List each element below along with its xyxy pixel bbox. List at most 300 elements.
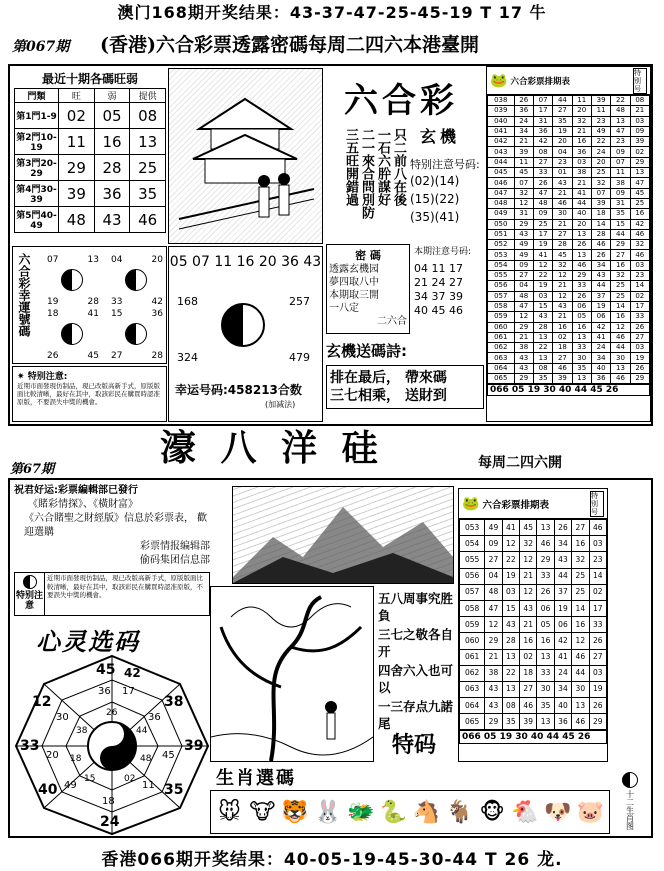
table-cell: 46 xyxy=(630,250,649,260)
table-row xyxy=(488,332,650,342)
table-cell: 32 xyxy=(630,240,649,250)
table-row xyxy=(488,96,650,106)
special-notice-box xyxy=(12,366,167,422)
ball-num: 07 xyxy=(47,255,59,265)
landscape-illustration-1 xyxy=(232,486,454,584)
table-cell: 26 xyxy=(630,322,649,332)
table-cell: 33 xyxy=(589,617,606,633)
wheel-num: 36 xyxy=(148,712,161,723)
table-cell: 44 xyxy=(591,281,610,291)
table-row xyxy=(460,698,607,714)
cell: 35 xyxy=(130,181,166,207)
zodiac-icon: 🐯 xyxy=(281,799,309,825)
table-cell: 055 xyxy=(488,271,515,281)
poem-col: 一石六肸謀好 xyxy=(375,128,390,206)
table-cell: 19 xyxy=(533,281,552,291)
table-cell: 063 xyxy=(488,353,515,363)
table-cell: 43 xyxy=(485,698,502,714)
table-cell: 39 xyxy=(630,137,649,147)
yinyang-icon xyxy=(125,269,147,291)
table-cell: 13 xyxy=(572,229,591,239)
wheel-num: 20 xyxy=(46,750,59,761)
table-cell: 48 xyxy=(485,584,502,600)
table-cell: 08 xyxy=(630,96,649,106)
wheel-num: 48 xyxy=(140,754,152,764)
wheel-num: 44 xyxy=(136,726,148,736)
table-cell: 32 xyxy=(520,536,537,552)
table-cell: 29 xyxy=(589,714,606,730)
table-cell: 32 xyxy=(591,178,610,188)
ball-num: 15 xyxy=(111,309,123,319)
table-cell: 03 xyxy=(630,260,649,270)
table-row xyxy=(488,260,650,270)
password-line: 透露玄機园 xyxy=(329,264,379,275)
table-cell: 43 xyxy=(591,271,610,281)
table-row xyxy=(488,106,650,116)
table-cell: 26 xyxy=(572,240,591,250)
zodiac-icon: 🐵 xyxy=(479,799,505,825)
history-title: 六合彩票排期表 xyxy=(510,76,570,87)
table-cell: 27 xyxy=(611,250,630,260)
poem2-col: 一三存点九諾尾 xyxy=(378,699,454,731)
wheel-num: 02 xyxy=(124,774,136,784)
table-cell: 27 xyxy=(553,229,572,239)
taiji-num: 324 xyxy=(177,351,198,364)
history-table-panel xyxy=(486,66,651,422)
table-cell: 11 xyxy=(611,168,630,178)
wheel-num: 42 xyxy=(124,666,141,680)
table-cell: 35 xyxy=(611,209,630,219)
table-cell: 47 xyxy=(485,600,502,616)
table-cell: 043 xyxy=(488,147,515,157)
special-hint-title: 特别注意号码: xyxy=(410,158,480,171)
table-cell: 041 xyxy=(488,126,515,136)
table-cell: 21 xyxy=(572,126,591,136)
table-cell: 41 xyxy=(554,649,571,665)
table-cell: 16 xyxy=(611,312,630,322)
table-cell: 12 xyxy=(520,552,537,568)
table-cell: 20 xyxy=(591,157,610,167)
table-cell: 02 xyxy=(630,291,649,301)
table-cell: 05 xyxy=(537,617,554,633)
cell: 43 xyxy=(94,207,130,233)
table-cell: 19 xyxy=(533,240,552,250)
xuanji-poem xyxy=(326,340,484,420)
table-cell: 05 xyxy=(572,312,591,322)
table-cell: 056 xyxy=(488,281,515,291)
password-line: 夢四取八中 xyxy=(329,277,379,288)
table-cell: 31 xyxy=(533,116,552,126)
password-line: 二六合 xyxy=(377,316,407,327)
table-row xyxy=(488,343,650,353)
table-cell: 065 xyxy=(488,374,515,384)
table-cell: 40 xyxy=(554,698,571,714)
table-row xyxy=(460,633,607,649)
table-cell: 27 xyxy=(553,106,572,116)
poem2-columns xyxy=(378,590,454,731)
wheel-num: 36 xyxy=(98,686,111,697)
password-title: 密 碼 xyxy=(355,249,381,262)
table-cell: 09 xyxy=(611,147,630,157)
table-cell: 42 xyxy=(630,219,649,229)
table-cell: 35 xyxy=(553,116,572,126)
table-cell: 02 xyxy=(520,649,537,665)
wheel-num: 15 xyxy=(84,774,96,784)
table-row xyxy=(488,178,650,188)
col-head: 門類 xyxy=(15,89,59,103)
table-cell: 45 xyxy=(520,520,537,536)
table-cell: 059 xyxy=(460,617,485,633)
poem-col: 只二前八在後 xyxy=(391,128,406,206)
table-cell: 26 xyxy=(589,698,606,714)
table-cell: 41 xyxy=(502,520,519,536)
table-cell: 21 xyxy=(572,178,591,188)
table-cell: 44 xyxy=(572,198,591,208)
brand-title: 六合彩 xyxy=(344,80,458,121)
table-cell: 45 xyxy=(630,188,649,198)
table-cell: 46 xyxy=(572,649,589,665)
cell: 25 xyxy=(130,155,166,181)
table-cell: 46 xyxy=(611,332,630,342)
table-cell: 17 xyxy=(630,301,649,311)
table-cell: 048 xyxy=(488,198,515,208)
table-cell: 062 xyxy=(488,343,515,353)
special-notice-label: ✷ 特别注意: xyxy=(17,372,68,382)
table-cell: 37 xyxy=(591,291,610,301)
table-cell: 42 xyxy=(591,322,610,332)
table-cell: 13 xyxy=(611,363,630,373)
table-cell: 25 xyxy=(611,281,630,291)
table-cell: 20 xyxy=(572,219,591,229)
table-cell: 06 xyxy=(554,617,571,633)
table-cell: 48 xyxy=(533,198,552,208)
lucky-panel xyxy=(12,246,167,364)
table-cell: 39 xyxy=(591,96,610,106)
table-cell: 11 xyxy=(514,157,533,167)
table-row xyxy=(488,363,650,373)
table-cell: 43 xyxy=(553,301,572,311)
table-cell: 28 xyxy=(591,229,610,239)
zodiac-icon: 🐮 xyxy=(249,799,276,825)
zodiac-icon: 🐰 xyxy=(314,799,342,825)
table-cell: 051 xyxy=(488,229,515,239)
wheel-num: 49 xyxy=(64,780,77,791)
table-cell: 33 xyxy=(572,281,591,291)
table-cell: 20 xyxy=(553,137,572,147)
table-cell: 19 xyxy=(554,600,571,616)
table-cell: 040 xyxy=(488,116,515,126)
table-cell: 44 xyxy=(611,229,630,239)
table-cell: 13 xyxy=(572,374,591,384)
table-cell: 36 xyxy=(591,374,610,384)
table-cell: 11 xyxy=(591,106,610,116)
table-cell: 09 xyxy=(630,126,649,136)
table-cell: 29 xyxy=(514,219,533,229)
table-cell: 39 xyxy=(553,374,572,384)
table-cell: 13 xyxy=(537,520,554,536)
ball-num: 04 xyxy=(111,255,123,265)
table-cell: 29 xyxy=(537,552,554,568)
table-cell: 49 xyxy=(485,520,502,536)
table-cell: 03 xyxy=(589,665,606,681)
table-cell: 054 xyxy=(488,260,515,270)
table-row xyxy=(488,271,650,281)
table-cell: 41 xyxy=(591,332,610,342)
table-cell: 058 xyxy=(460,600,485,616)
table-cell: 22 xyxy=(591,137,610,147)
table-cell: 16 xyxy=(520,633,537,649)
password-line: 本期取三開 xyxy=(329,290,379,301)
lucky-code: 幸运号码:458213合数 xyxy=(175,383,302,397)
table-cell: 09 xyxy=(485,536,502,552)
table-cell: 16 xyxy=(572,137,591,147)
table-cell: 19 xyxy=(589,681,606,697)
table-cell: 47 xyxy=(514,301,533,311)
ball-num: 28 xyxy=(87,297,99,307)
special-notice-box-2 xyxy=(14,572,210,616)
table-cell: 43 xyxy=(520,600,537,616)
table-cell: 046 xyxy=(488,178,515,188)
poem-col: 二一來合問別防 xyxy=(359,128,374,219)
table-cell: 17 xyxy=(589,600,606,616)
table-cell: 13 xyxy=(572,698,589,714)
table-cell: 09 xyxy=(514,260,533,270)
table-cell: 12 xyxy=(611,322,630,332)
table-cell: 15 xyxy=(611,219,630,229)
table-cell: 02 xyxy=(553,332,572,342)
special-notice-text: 近期市面發現仿制品，現已改版高新手式，原版版面比較清晰，最好在其中，取該彩民在購買時認准原版，不要誤失中獎的機會。 xyxy=(17,382,160,406)
ball-num: 42 xyxy=(151,297,163,307)
table-cell: 03 xyxy=(533,291,552,301)
table-row xyxy=(488,240,650,250)
table-cell: 32 xyxy=(553,260,572,270)
zodiac-icon: 🐍 xyxy=(379,799,408,825)
table-cell: 057 xyxy=(460,584,485,600)
zodiac-icon: 🐔 xyxy=(511,799,539,825)
table-cell: 07 xyxy=(591,188,610,198)
table-row xyxy=(460,617,607,633)
wheel-num: 11 xyxy=(142,780,155,791)
table-cell: 25 xyxy=(591,168,610,178)
table-cell: 27 xyxy=(589,649,606,665)
this-issue-row: 21 24 27 xyxy=(414,276,463,289)
table-row xyxy=(488,137,650,147)
wheel-num: 39 xyxy=(184,738,204,754)
table-cell: 17 xyxy=(533,106,552,116)
table-cell: 060 xyxy=(460,633,485,649)
table-row xyxy=(460,600,607,616)
table-cell: 053 xyxy=(460,520,485,536)
col-head: 弱 xyxy=(94,89,130,103)
table-cell: 27 xyxy=(533,157,552,167)
table-cell: 36 xyxy=(514,106,533,116)
wheel-num: 38 xyxy=(76,726,88,736)
table-cell: 13 xyxy=(533,332,552,342)
table-cell: 12 xyxy=(514,312,533,322)
table-cell: 12 xyxy=(553,271,572,281)
wheel-num: 40 xyxy=(38,782,58,798)
table-cell: 21 xyxy=(520,568,537,584)
table-cell: 06 xyxy=(591,312,610,322)
table-cell: 22 xyxy=(533,271,552,281)
table-cell: 062 xyxy=(460,665,485,681)
table-cell: 21 xyxy=(520,617,537,633)
table-cell: 44 xyxy=(572,665,589,681)
table-cell: 29 xyxy=(630,157,649,167)
table-cell: 23 xyxy=(589,552,606,568)
table-cell: 042 xyxy=(488,137,515,147)
table-row xyxy=(488,126,650,136)
table-cell: 13 xyxy=(537,649,554,665)
table-cell: 48 xyxy=(514,291,533,301)
table-cell: 07 xyxy=(514,178,533,188)
zodiac-icon: 🐲 xyxy=(347,799,375,825)
table-cell: 43 xyxy=(514,363,533,373)
table-cell: 27 xyxy=(485,552,502,568)
ball-num: 28 xyxy=(151,351,163,361)
table-cell: 44 xyxy=(553,96,572,106)
table-cell: 21 xyxy=(553,312,572,322)
cell: 36 xyxy=(94,181,130,207)
history-last-row: 066 05 19 30 40 44 45 26 xyxy=(487,384,650,396)
table-cell: 30 xyxy=(537,681,554,697)
table-cell: 18 xyxy=(553,343,572,353)
special-hint-num: (15)(22) xyxy=(410,192,460,206)
table-cell: 045 xyxy=(488,168,515,178)
mid-title: 濠 八 洋 硅 xyxy=(160,427,384,469)
table-cell: 43 xyxy=(485,681,502,697)
xuanji-poem-line: 排在最后， 帶來碼 xyxy=(330,370,447,386)
table-cell: 26 xyxy=(554,520,571,536)
table-cell: 28 xyxy=(502,633,519,649)
table-cell: 12 xyxy=(533,260,552,270)
table-row xyxy=(460,520,607,536)
table-cell: 07 xyxy=(533,96,552,106)
table-cell: 04 xyxy=(553,147,572,157)
table-cell: 03 xyxy=(572,157,591,167)
table-cell: 14 xyxy=(572,600,589,616)
table-cell: 43 xyxy=(553,178,572,188)
table-row xyxy=(488,281,650,291)
table-cell: 43 xyxy=(554,552,571,568)
table-cell: 34 xyxy=(591,260,610,270)
table-row xyxy=(488,374,650,384)
table-cell: 34 xyxy=(514,126,533,136)
table-row xyxy=(488,301,650,311)
table-cell: 16 xyxy=(572,322,591,332)
table-row xyxy=(488,322,650,332)
history2-corner: 特别号 xyxy=(590,491,604,517)
table-cell: 19 xyxy=(630,353,649,363)
table-cell: 19 xyxy=(553,126,572,136)
wheel-num: 24 xyxy=(100,814,120,830)
table-cell: 22 xyxy=(502,552,519,568)
cell: 05 xyxy=(94,103,130,129)
top-result: 澳门168期开奖结果：43-37-47-25-45-19 T 17 牛 xyxy=(117,2,547,22)
table-cell: 18 xyxy=(520,665,537,681)
table-cell: 16 xyxy=(572,617,589,633)
number-wheel xyxy=(14,654,210,836)
ball-num: 41 xyxy=(87,309,99,319)
table-cell: 43 xyxy=(514,353,533,363)
row-label: 第3門20-29 xyxy=(15,155,59,181)
zodiac-icon: 🐴 xyxy=(412,799,441,825)
this-issue-row: 04 11 17 xyxy=(414,262,463,275)
table-cell: 12 xyxy=(502,536,519,552)
issue-label: 第067期 xyxy=(12,39,70,55)
wheel-num: 18 xyxy=(102,796,115,807)
table-cell: 16 xyxy=(611,260,630,270)
table-cell: 058 xyxy=(488,301,515,311)
poem-columns xyxy=(326,128,406,240)
table-cell: 18 xyxy=(591,209,610,219)
table-cell: 33 xyxy=(630,312,649,322)
table-cell: 46 xyxy=(591,240,610,250)
promo-block xyxy=(14,484,210,568)
bottom-result: 香港066期开奖结果：40-05-19-45-30-44 T 26 龙. xyxy=(101,849,563,870)
password-box xyxy=(326,244,410,334)
cell: 08 xyxy=(130,103,166,129)
table-cell: 13 xyxy=(572,250,591,260)
frog-icon: 🐸 xyxy=(490,72,508,89)
table-cell: 13 xyxy=(502,681,519,697)
table-cell: 21 xyxy=(553,219,572,229)
wheel-num: 26 xyxy=(106,708,118,718)
table-cell: 12 xyxy=(553,291,572,301)
poem2-col: 三七之敬各自开 xyxy=(378,627,454,659)
special-hint xyxy=(410,158,482,226)
tree-icon xyxy=(211,587,373,761)
table-cell: 23 xyxy=(611,137,630,147)
this-issue-row: 34 37 39 xyxy=(414,290,463,303)
table-cell: 13 xyxy=(572,332,591,342)
table-row xyxy=(460,584,607,600)
table-cell: 32 xyxy=(572,552,589,568)
table-cell: 29 xyxy=(572,271,591,281)
table-cell: 33 xyxy=(537,568,554,584)
table-cell: 02 xyxy=(589,584,606,600)
table-cell: 21 xyxy=(553,281,572,291)
table-cell: 35 xyxy=(572,363,591,373)
table-cell: 36 xyxy=(572,147,591,157)
table-cell: 46 xyxy=(572,260,591,270)
table-cell: 27 xyxy=(520,681,537,697)
table-row xyxy=(488,353,650,363)
table-cell: 47 xyxy=(630,178,649,188)
taiji-num: 479 xyxy=(289,351,310,364)
table-cell: 26 xyxy=(572,291,591,301)
table-cell: 38 xyxy=(485,665,502,681)
table-cell: 17 xyxy=(533,229,552,239)
ball-num: 26 xyxy=(47,351,59,361)
table-cell: 38 xyxy=(514,343,533,353)
heart-title: 心灵选码 xyxy=(36,627,140,656)
table-cell: 27 xyxy=(572,520,589,536)
table-cell: 06 xyxy=(572,301,591,311)
table-cell: 056 xyxy=(460,568,485,584)
table-cell: 052 xyxy=(488,240,515,250)
wheel-num: 30 xyxy=(56,712,69,723)
table-cell: 38 xyxy=(611,178,630,188)
table-cell: 40 xyxy=(591,363,610,373)
table-cell: 09 xyxy=(533,209,552,219)
lucky-ball-group xyxy=(111,309,163,361)
table-cell: 35 xyxy=(533,374,552,384)
table-cell: 32 xyxy=(572,116,591,126)
table-cell: 060 xyxy=(488,322,515,332)
table-cell: 32 xyxy=(611,271,630,281)
this-issue-title: 本期注意号码: xyxy=(414,247,472,257)
